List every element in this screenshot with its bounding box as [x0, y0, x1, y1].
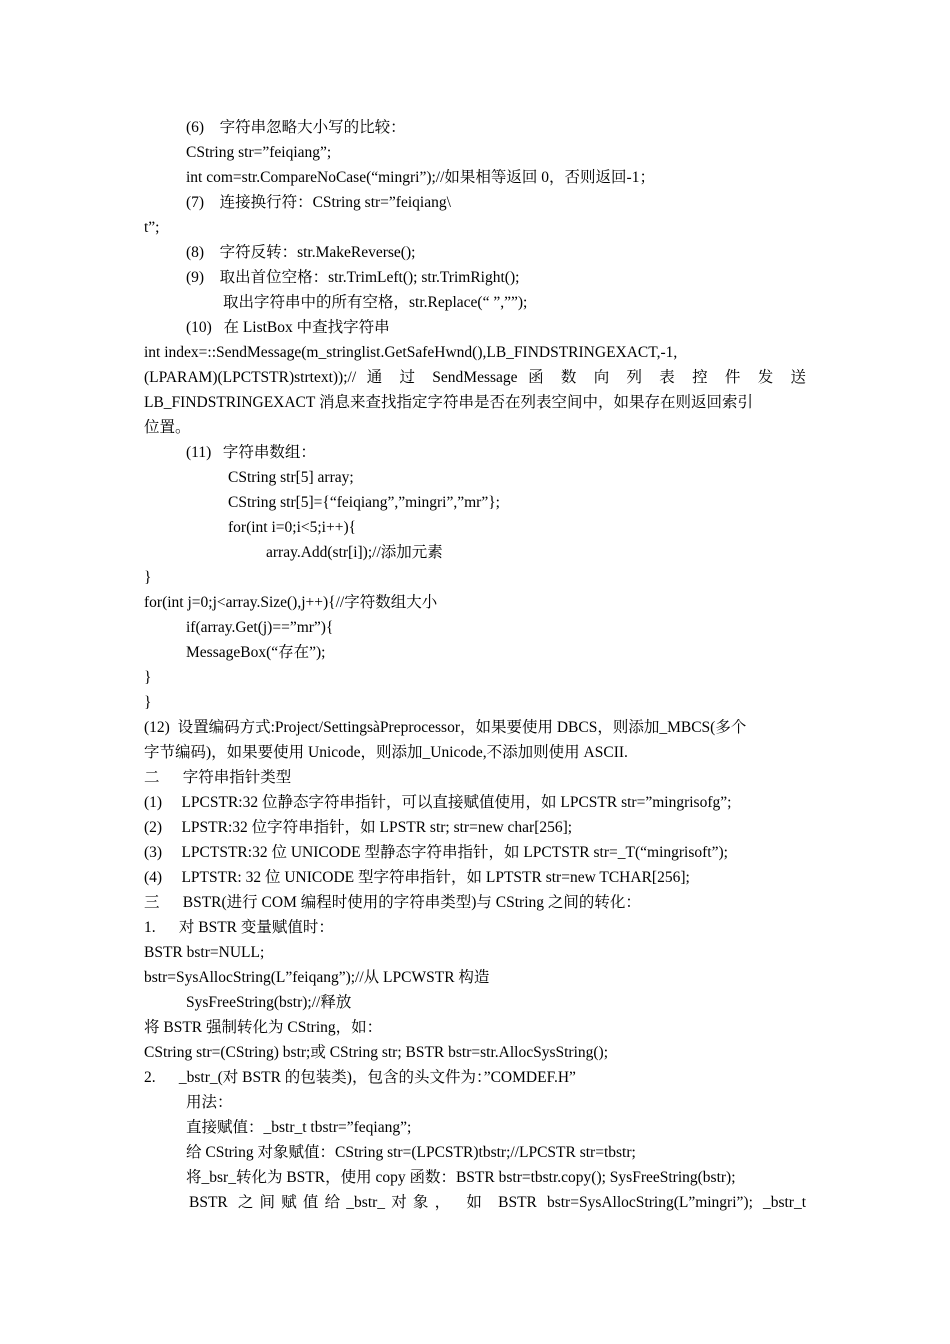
section-heading: 三 BSTR(进行 COM 编程时使用的字符串类型)与 CString 之间的转化： — [144, 894, 641, 911]
text-line: } — [144, 694, 152, 711]
text-line: CString str[5]={“feiqiang”,”mingri”,”mr”}; — [228, 494, 500, 511]
text-line: } — [144, 669, 152, 686]
text-line: 将_bsr_转化为 BSTR，使用 copy 函数：BSTR bstr=tbstr.copy(); SysFreeString(bstr); — [186, 1169, 736, 1186]
text-line: t”; — [144, 219, 160, 236]
text-line: (9) 取出首位空格：str.TrimLeft(); str.TrimRight(); — [186, 269, 520, 286]
text-line: (2) LPSTR:32 位字符串指针，如 LPSTR str; str=new char[256]; — [144, 819, 573, 836]
text-line: 位置。 — [144, 419, 191, 436]
text-line: 2. _bstr_(对 BSTR 的包装类)，包含的头文件为：”COMDEF.H” — [144, 1069, 576, 1086]
text-line: 用法： — [186, 1094, 233, 1111]
text-line: BSTR 之间赋值给_bstr_对象， 如 BSTR bstr=SysAllocString(L”mingri”); _bstr_t — [189, 1194, 806, 1211]
text-line: (6) 字符串忽略大小写的比较： — [186, 119, 406, 136]
text-line: SysFreeString(bstr);//释放 — [186, 994, 352, 1011]
text-line: 给 CString 对象赋值：CString str=(LPCSTR)tbstr;//LPCSTR str=tbstr; — [186, 1144, 636, 1161]
text-line: if(array.Get(j)==”mr”){ — [186, 619, 334, 636]
text-line: (12) 设置编码方式:Project/SettingsàPreprocessor，如果要使用 DBCS，则添加_MBCS(多个 — [144, 719, 747, 736]
text-line: 字节编码)，如果要使用 Unicode，则添加_Unicode,不添加则使用 ASCII. — [144, 744, 628, 761]
text-line: array.Add(str[i]);//添加元素 — [266, 544, 443, 561]
text-line: (1) LPCSTR:32 位静态字符串指针，可以直接赋值使用，如 LPCSTR str=”mingrisofg”; — [144, 794, 732, 811]
text-line: BSTR bstr=NULL; — [144, 944, 265, 961]
text-line: (LPARAM)(LPCTSTR)strtext));// 通 过 SendMessage 函 数 向 列 表 控 件 发 送 — [144, 369, 806, 386]
text-line: 1. 对 BSTR 变量赋值时： — [144, 919, 334, 936]
text-line: (7) 连接换行符：CString str=”feiqiang\ — [186, 194, 451, 211]
text-line: for(int j=0;j<array.Size(),j++){//字符数组大小 — [144, 594, 438, 611]
text-line: 将 BSTR 强制转化为 CString，如： — [144, 1019, 383, 1036]
text-line: int com=str.CompareNoCase(“mingri”);//如果相等返回 0，否则返回-1； — [186, 169, 655, 186]
text-line: (3) LPCTSTR:32 位 UNICODE 型静态字符串指针，如 LPCTSTR str=_T(“mingrisoft”); — [144, 844, 728, 861]
text-line: MessageBox(“存在”); — [186, 644, 326, 661]
text-line: (11) 字符串数组： — [186, 444, 316, 461]
text-line: CString str=(CString) bstr;或 CString str; BSTR bstr=str.AllocSysString(); — [144, 1044, 609, 1061]
text-line: LB_FINDSTRINGEXACT 消息来查找指定字符串是否在列表空间中，如果存在则返回索引 — [144, 394, 753, 411]
text-line: } — [144, 569, 152, 586]
text-line: bstr=SysAllocString(L”feiqang”);//从 LPCWSTR 构造 — [144, 969, 490, 986]
text-line: (10) 在 ListBox 中查找字符串 — [186, 319, 390, 336]
text-line: 直接赋值：_bstr_t tbstr=”feqiang”; — [186, 1119, 412, 1136]
text-line: for(int i=0;i<5;i++){ — [228, 519, 357, 536]
text-line: int index=::SendMessage(m_stringlist.GetSafeHwnd(),LB_FINDSTRINGEXACT,-1, — [144, 344, 678, 361]
section-heading: 二 字符串指针类型 — [144, 769, 292, 786]
text-line: (4) LPTSTR: 32 位 UNICODE 型字符串指针，如 LPTSTR str=new TCHAR[256]; — [144, 869, 690, 886]
text-line: (8) 字符反转：str.MakeReverse(); — [186, 244, 416, 261]
text-line: CString str=”feiqiang”; — [186, 144, 332, 161]
text-line: CString str[5] array; — [228, 469, 354, 486]
text-line: 取出字符串中的所有空格，str.Replace(“ ”,””); — [223, 294, 528, 311]
